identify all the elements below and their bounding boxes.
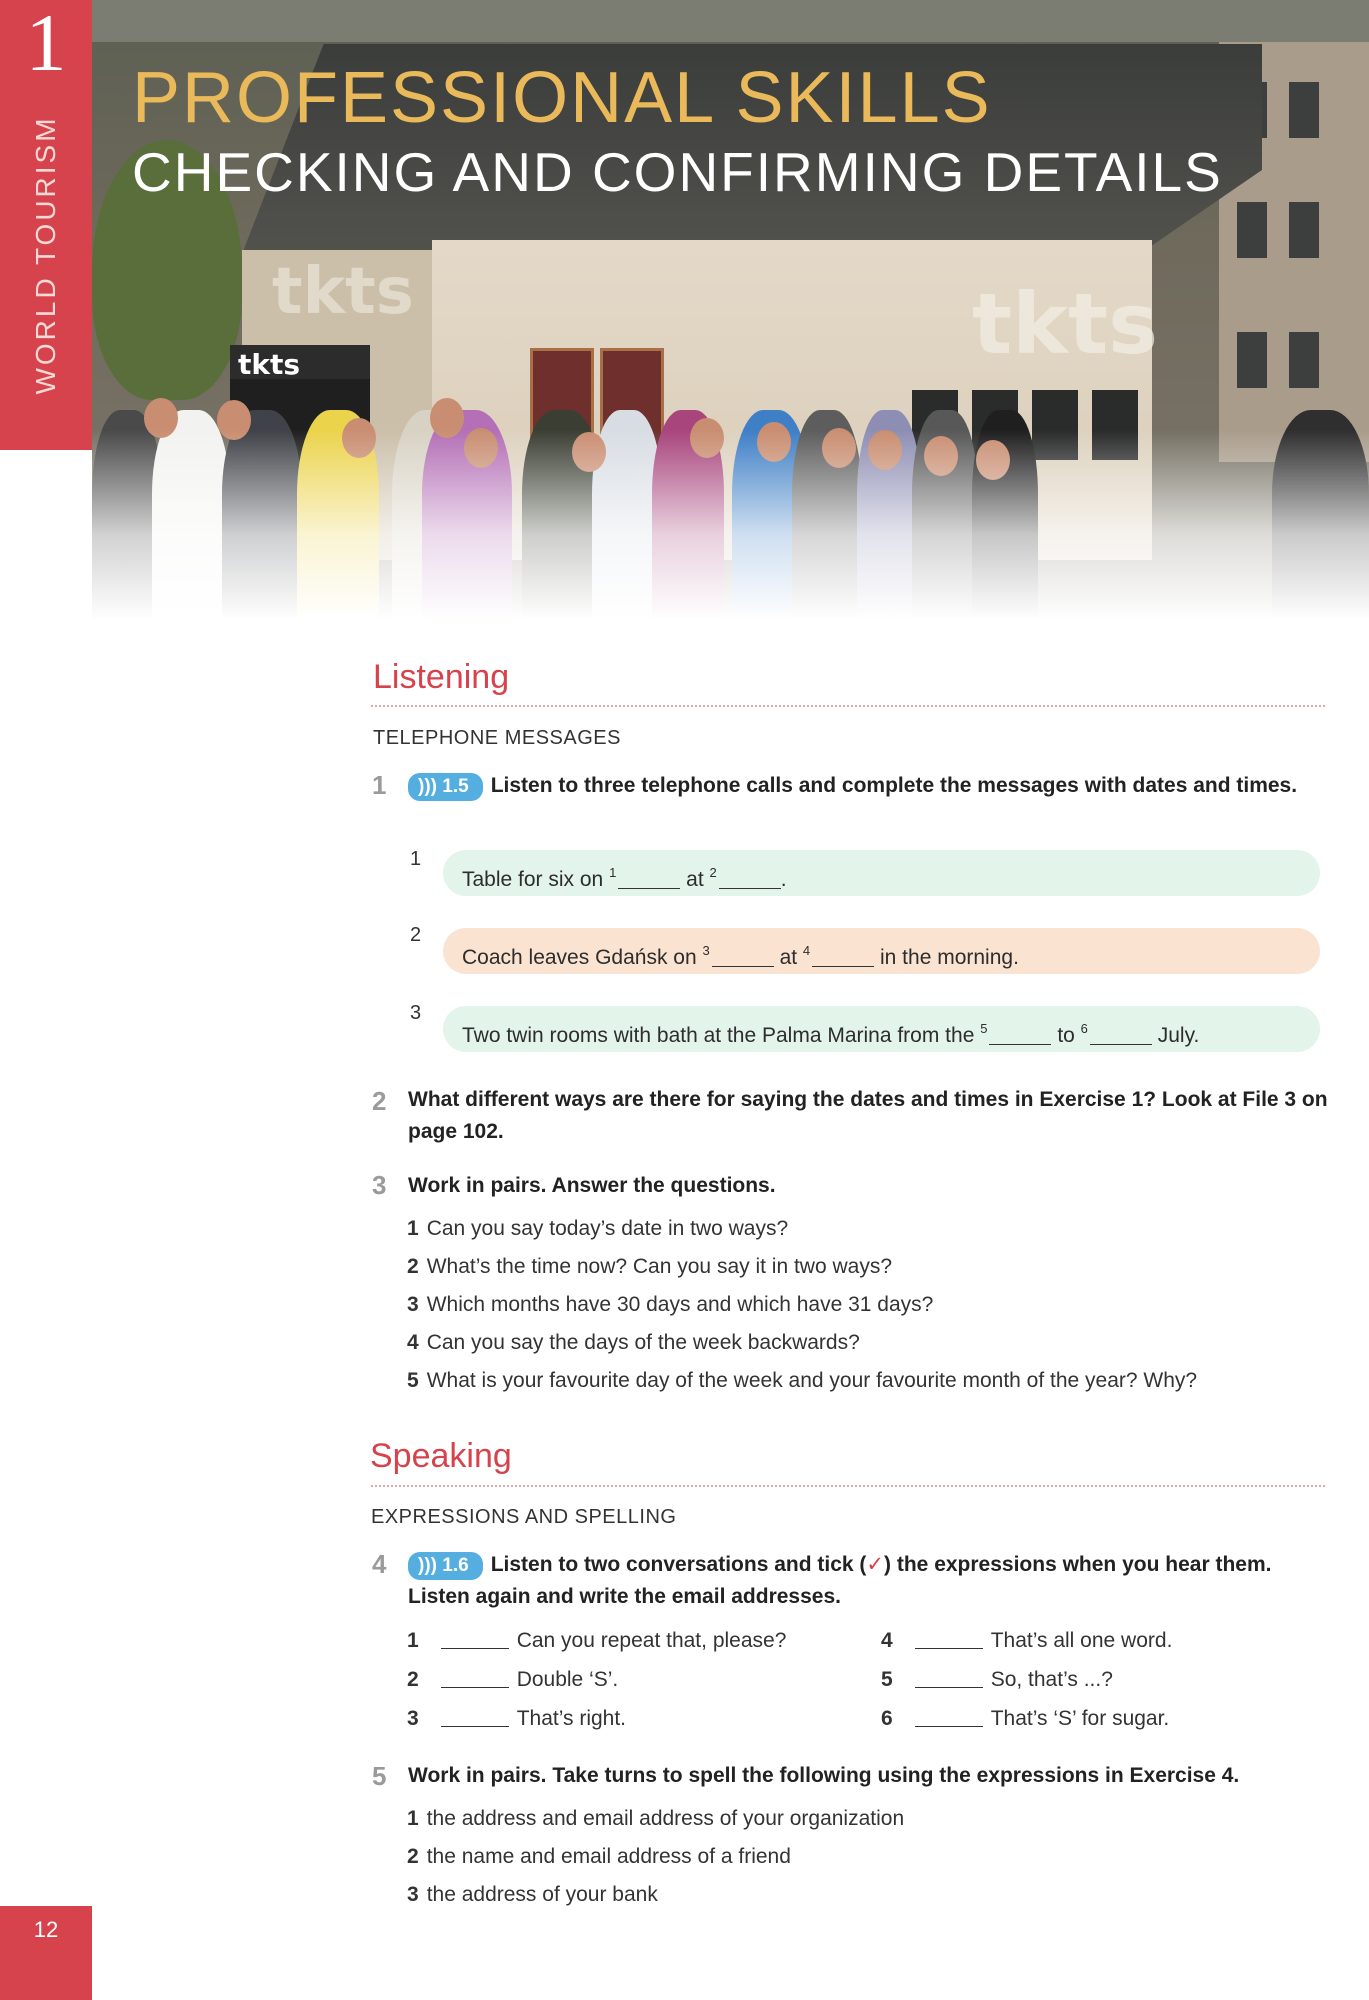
task-number: 1 — [407, 1807, 419, 1830]
photo-sign-left: tkts — [272, 255, 414, 329]
message-text: at — [779, 946, 798, 969]
gap-number: 3 — [702, 943, 710, 958]
task-text: the address and email address of your organization — [426, 1807, 905, 1830]
expression-item — [407, 1629, 786, 1653]
task-number: 2 — [407, 1845, 419, 1868]
expression-number: 4 — [881, 1629, 893, 1652]
expression-item — [881, 1668, 1113, 1692]
unit-number: 1 — [25, 0, 67, 88]
gap-blank[interactable] — [1090, 1044, 1152, 1045]
expression-item — [881, 1707, 1169, 1731]
gap-number: 4 — [802, 943, 811, 958]
gap-number: 6 — [1080, 1021, 1088, 1036]
exercise-1-instruction — [408, 770, 1328, 802]
task-text: the name and email address of a friend — [426, 1845, 791, 1868]
gap-blank[interactable] — [989, 1044, 1051, 1045]
page-subtitle: CHECKING AND CONFIRMING DETAILS — [132, 141, 1223, 203]
photo-sign-right: tkts — [972, 275, 1159, 373]
question-number: 2 — [407, 1255, 419, 1278]
page-number: 12 — [33, 1917, 59, 1942]
unit-title: WORLD TOURISM — [30, 115, 61, 395]
task-text: the address of your bank — [426, 1883, 658, 1906]
message-2-number: 2 — [410, 924, 422, 946]
listening-heading: Listening — [373, 658, 510, 696]
exercise-1-number: 1 — [372, 770, 387, 800]
expression-text: That’s right. — [516, 1707, 627, 1730]
question-item — [407, 1293, 933, 1317]
exercise-3-number: 3 — [372, 1170, 387, 1200]
gap-number: 5 — [980, 1021, 988, 1036]
expression-text: So, that’s ...? — [990, 1668, 1113, 1691]
message-text: to — [1057, 1024, 1075, 1047]
answer-blank[interactable] — [915, 1726, 983, 1727]
gap-blank[interactable] — [719, 888, 781, 889]
audio-track-badge[interactable]: ))) 1.5 — [408, 773, 483, 801]
question-text: Can you say the days of the week backwards? — [426, 1331, 860, 1354]
photo-sky — [92, 0, 1369, 42]
question-text: What’s the time now? Can you say it in two ways? — [426, 1255, 893, 1278]
question-number: 1 — [407, 1217, 419, 1240]
exercise-4-text: ) the expressions when you hear them. Listen again and write the email addresses. — [408, 1553, 1272, 1608]
gap-blank[interactable] — [618, 888, 680, 889]
answer-blank[interactable] — [441, 1648, 509, 1649]
expression-number: 3 — [407, 1707, 419, 1730]
message-text: at — [686, 868, 704, 891]
answer-blank[interactable] — [915, 1687, 983, 1688]
answer-blank[interactable] — [441, 1726, 509, 1727]
task-number: 3 — [407, 1883, 419, 1906]
answer-blank[interactable] — [915, 1648, 983, 1649]
speaking-divider — [371, 1485, 1325, 1487]
exercise-1-text: Listen to three telephone calls and complete the messages with dates and times. — [490, 774, 1298, 797]
expression-text: That’s all one word. — [990, 1629, 1173, 1652]
message-text: July. — [1157, 1024, 1200, 1047]
message-text: Table for six on — [462, 868, 604, 891]
exercise-2-number: 2 — [372, 1086, 387, 1116]
speaking-subheading: EXPRESSIONS AND SPELLING — [371, 1506, 677, 1528]
expression-text: Double ‘S’. — [516, 1668, 619, 1691]
expression-item — [407, 1707, 626, 1731]
exercise-2-instruction: What different ways are there for saying the dates and times in Exercise 1? Look at File 3 on page 102. — [408, 1088, 1328, 1143]
expression-number: 6 — [881, 1707, 893, 1730]
task-item — [407, 1883, 658, 1907]
expression-number: 1 — [407, 1629, 419, 1652]
message-1-number: 1 — [410, 848, 422, 870]
expression-text: Can you repeat that, please? — [516, 1629, 787, 1652]
expression-item — [881, 1629, 1172, 1653]
expression-item — [407, 1668, 618, 1692]
exercise-3-instruction: Work in pairs. Answer the questions. — [408, 1174, 776, 1197]
answer-blank[interactable] — [441, 1687, 509, 1688]
expression-text: That’s ‘S’ for sugar. — [990, 1707, 1170, 1730]
listening-subheading: TELEPHONE MESSAGES — [373, 727, 621, 749]
gap-number: 2 — [709, 865, 717, 880]
expression-number: 5 — [881, 1668, 893, 1691]
photo-board-sign: tkts — [238, 348, 301, 381]
audio-track-badge[interactable]: ))) 1.6 — [408, 1552, 483, 1580]
message-text: Coach leaves Gdańsk on — [462, 946, 697, 969]
exercise-5-number: 5 — [372, 1761, 387, 1791]
question-number: 3 — [407, 1293, 419, 1316]
message-3 — [443, 1006, 1320, 1052]
page-title: PROFESSIONAL SKILLS — [132, 58, 992, 138]
exercise-5-instruction: Work in pairs. Take turns to spell the following using the expressions in Exercise 4. — [408, 1764, 1240, 1787]
task-item — [407, 1807, 904, 1831]
photo-fade — [92, 430, 1369, 620]
tick-icon: ✓ — [866, 1553, 885, 1576]
gap-blank[interactable] — [812, 966, 874, 967]
question-item — [407, 1369, 1197, 1393]
question-item — [407, 1331, 860, 1355]
question-text: Which months have 30 days and which have 31 days? — [426, 1293, 934, 1316]
speaking-heading: Speaking — [370, 1437, 512, 1475]
exercise-4-number: 4 — [372, 1549, 387, 1579]
message-3-number: 3 — [410, 1002, 422, 1024]
listening-divider — [371, 705, 1325, 707]
exercise-4-instruction — [408, 1549, 1328, 1613]
message-text: . — [780, 868, 787, 891]
message-text: Two twin rooms with bath at the Palma Marina from the — [462, 1024, 975, 1047]
question-item — [407, 1217, 788, 1241]
question-item — [407, 1255, 892, 1279]
question-number: 4 — [407, 1331, 419, 1354]
exercise-4-text: Listen to two conversations and tick ( — [490, 1553, 867, 1576]
question-number: 5 — [407, 1369, 419, 1392]
question-text: What is your favourite day of the week and your favourite month of the year? Why? — [426, 1369, 1198, 1392]
question-text: Can you say today’s date in two ways? — [426, 1217, 789, 1240]
message-2 — [443, 928, 1320, 974]
gap-blank[interactable] — [712, 966, 774, 967]
expression-number: 2 — [407, 1668, 419, 1691]
task-item — [407, 1845, 791, 1869]
message-text: in the morning. — [880, 946, 1019, 969]
message-1 — [443, 850, 1320, 896]
gap-number: 1 — [609, 865, 617, 880]
